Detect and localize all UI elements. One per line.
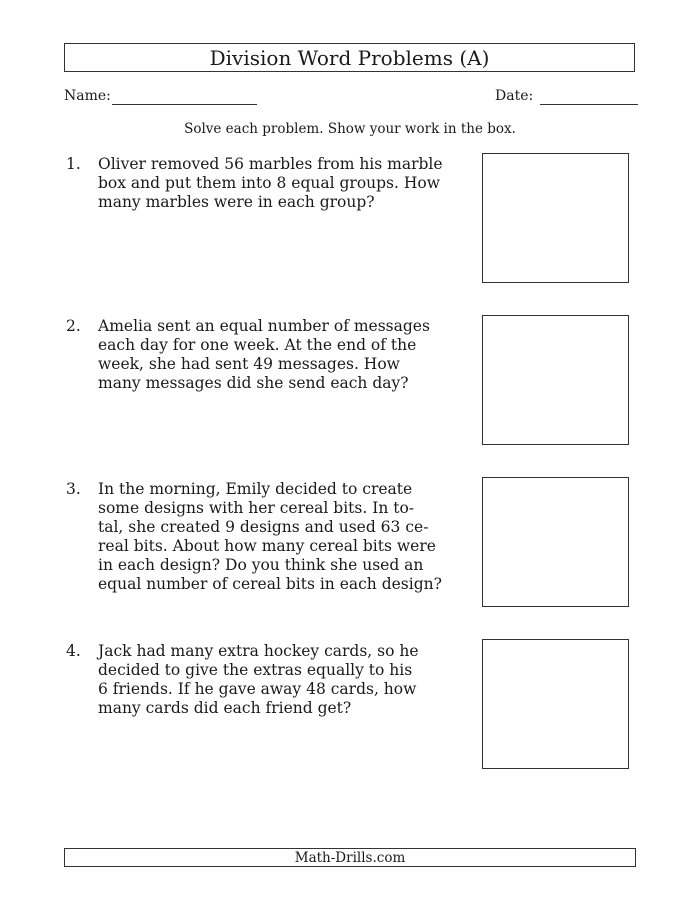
problem-line: many cards did each friend get? — [98, 699, 352, 717]
problem-text — [98, 480, 468, 594]
footer — [64, 848, 636, 867]
problem-line: Jack had many extra hockey cards, so he — [98, 642, 419, 660]
problem-line: In the morning, Emily decided to create — [98, 480, 413, 498]
footer-site: Math-Drills.com — [294, 849, 406, 866]
work-box-2[interactable] — [482, 315, 629, 445]
work-box-3[interactable] — [482, 477, 629, 607]
problem-line: each day for one week. At the end of the — [98, 336, 417, 354]
problem-line: Amelia sent an equal number of messages — [98, 317, 430, 335]
problem-line: many marbles were in each group? — [98, 193, 375, 211]
problem-number: 3. — [66, 480, 81, 498]
problem-line: in each design? Do you think she used an — [98, 556, 424, 574]
problem-line: Oliver removed 56 marbles from his marble — [98, 155, 443, 173]
worksheet-title-text: Division Word Problems (A) — [209, 45, 490, 70]
work-box-4[interactable] — [482, 639, 629, 769]
date-line — [540, 104, 638, 105]
problem-text — [98, 317, 468, 393]
problem-line: some designs with her cereal bits. In to- — [98, 499, 415, 517]
problem-line: real bits. About how many cereal bits were — [98, 537, 436, 555]
problem-line: week, she had sent 49 messages. How — [98, 355, 400, 373]
problem-number: 4. — [66, 642, 81, 660]
worksheet-title — [64, 43, 635, 72]
problem-line: many messages did she send each day? — [98, 374, 409, 392]
problem-line: tal, she created 9 designs and used 63 ce- — [98, 518, 429, 536]
problem-text — [98, 642, 468, 718]
work-box-1[interactable] — [482, 153, 629, 283]
problem-line: 6 friends. If he gave away 48 cards, how — [98, 680, 417, 698]
problem-line: box and put them into 8 equal groups. How — [98, 174, 440, 192]
problem-text — [98, 155, 468, 212]
problem-line: equal number of cereal bits in each design? — [98, 575, 442, 593]
instructions: Solve each problem. Show your work in the box. — [184, 121, 516, 137]
problem-number: 2. — [66, 317, 81, 335]
problem-line: decided to give the extras equally to his — [98, 661, 413, 679]
problem-number: 1. — [66, 155, 81, 173]
name-line — [112, 104, 257, 105]
name-label: Name: — [64, 88, 111, 104]
date-label: Date: — [495, 88, 534, 104]
